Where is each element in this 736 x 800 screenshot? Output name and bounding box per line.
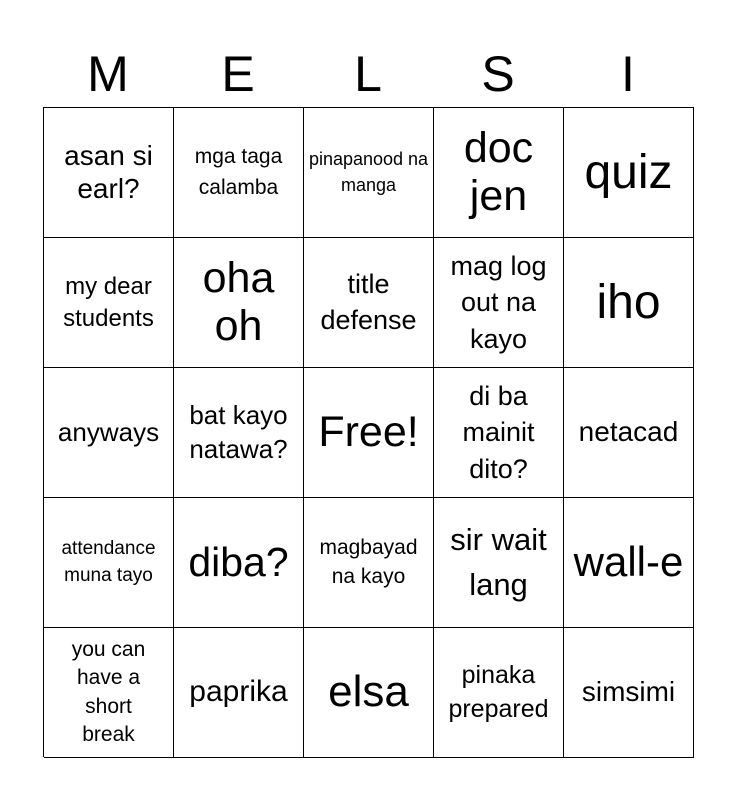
bingo-cell[interactable]: [304, 108, 434, 238]
bingo-header: [43, 40, 693, 108]
bingo-cell[interactable]: [174, 498, 304, 628]
bingo-cell[interactable]: [304, 368, 434, 498]
cell-text: sir wait lang: [450, 521, 547, 602]
bingo-cell[interactable]: [44, 108, 174, 238]
cell-text: wall-e: [573, 538, 684, 586]
bingo-cell[interactable]: [564, 498, 694, 628]
cell-text: title defense: [320, 269, 417, 335]
bingo-cell[interactable]: [44, 628, 174, 758]
cell-text: elsa: [328, 667, 409, 717]
header-letter-m: M: [87, 46, 129, 102]
bingo-cell[interactable]: [174, 368, 304, 498]
bingo-cell[interactable]: [434, 238, 564, 368]
cell-text: simsimi: [581, 676, 676, 708]
header-letter-s: S: [481, 46, 515, 102]
bingo-cell[interactable]: [434, 108, 564, 238]
bingo-cell[interactable]: [44, 368, 174, 498]
bingo-cell[interactable]: [434, 498, 564, 628]
cell-text: diba?: [188, 538, 289, 585]
cell-text: pinapanood na manga: [308, 149, 429, 195]
bingo-cell[interactable]: [304, 498, 434, 628]
cell-text: doc jen: [463, 124, 534, 220]
cell-text: oha oh: [202, 254, 275, 350]
bingo-cell[interactable]: [174, 628, 304, 758]
bingo-cell[interactable]: [174, 238, 304, 368]
bingo-cell[interactable]: [434, 368, 564, 498]
cell-text: netacad: [578, 416, 679, 448]
cell-text: my dear students: [63, 273, 154, 332]
bingo-cell[interactable]: [564, 368, 694, 498]
cell-text: mga taga calamba: [194, 145, 283, 199]
cell-text: attendance muna tayo: [61, 537, 156, 586]
bingo-cell[interactable]: [434, 628, 564, 758]
header-letter-i: I: [621, 46, 635, 102]
cell-text: asan si earl?: [64, 140, 153, 204]
bingo-cell[interactable]: [564, 628, 694, 758]
bingo-grid: [43, 107, 694, 757]
header-letter-e: E: [221, 46, 255, 102]
bingo-cell[interactable]: [304, 628, 434, 758]
bingo-cell[interactable]: [44, 238, 174, 368]
cell-text: you can have a short break: [71, 637, 146, 746]
bingo-cell[interactable]: [44, 498, 174, 628]
bingo-cell[interactable]: [304, 238, 434, 368]
cell-text: magbayad na kayo: [319, 536, 418, 588]
header-letter-l: L: [354, 46, 382, 102]
cell-text: pinaka prepared: [448, 660, 549, 723]
cell-text: bat kayo natawa?: [189, 399, 288, 464]
cell-text: mag log out na kayo: [450, 250, 547, 354]
bingo-cell[interactable]: [564, 238, 694, 368]
cell-text: paprika: [189, 675, 288, 709]
cell-text: di ba mainit dito?: [462, 380, 535, 484]
cell-text: iho: [596, 275, 661, 329]
cell-text: anyways: [57, 416, 160, 447]
cell-text: quiz: [584, 145, 673, 199]
bingo-cell[interactable]: [564, 108, 694, 238]
cell-text: Free!: [318, 407, 419, 456]
bingo-cell[interactable]: [174, 108, 304, 238]
